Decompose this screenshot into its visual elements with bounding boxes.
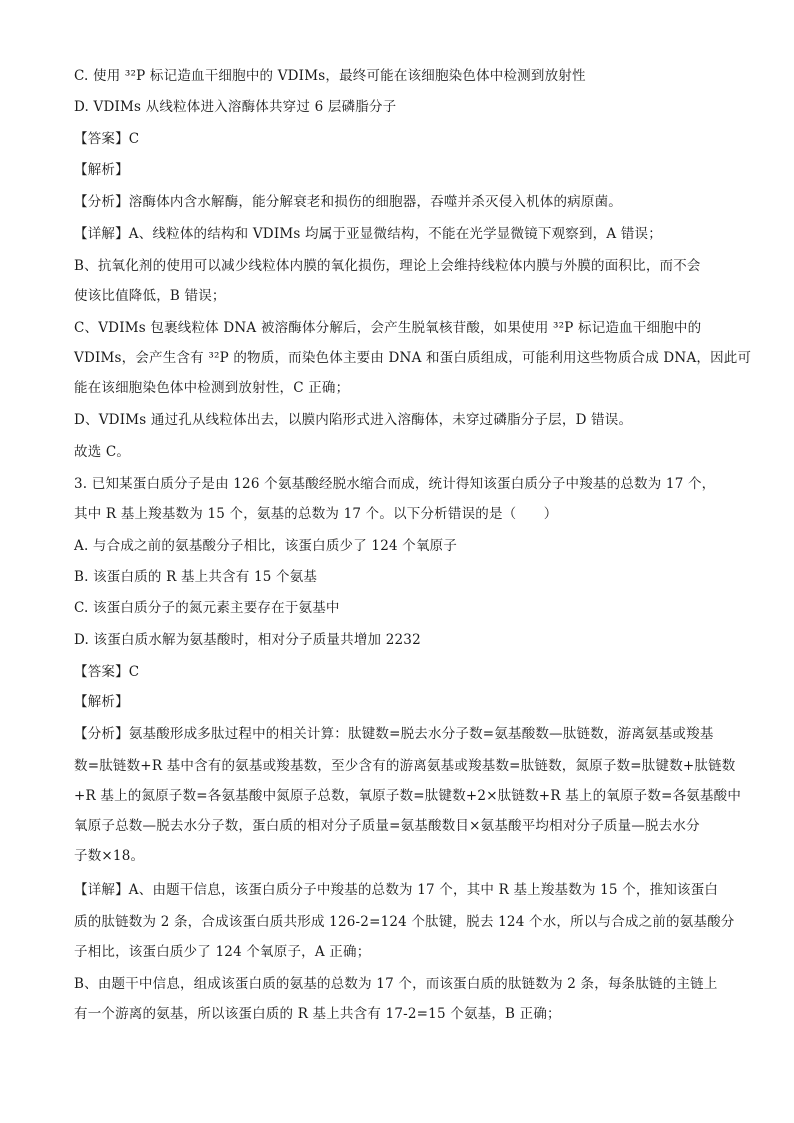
- question-3-line1: 3. 已知某蛋白质分子是由 126 个氨基酸经脱水缩合而成，统计得知该蛋白质分子中羧基的总数为 17 个，: [74, 476, 716, 492]
- q3-analysis-line3: +R 基上的氮原子数=各氨基酸中氮原子总数，氧原子数=肽键数+2×肽链数+R 基上的氧原子数=各氨基酸中: [74, 788, 742, 804]
- q3-option-b: B. 该蛋白质的 R 基上共含有 15 个氨基: [74, 569, 318, 585]
- q3-analysis-line5: 子数×18。: [74, 848, 145, 864]
- q3-option-d: D. 该蛋白质水解为氨基酸时，相对分子质量共增加 2232: [74, 632, 421, 648]
- detail-b-line2: 使该比值降低，B 错误；: [74, 288, 226, 304]
- option-c: C. 使用 ³²P 标记造血干细胞中的 VDIMs，最终可能在该细胞染色体中检测到放射性: [74, 68, 586, 84]
- q3-detail-a-line1: 【详解】A、由题干信息，该蛋白质分子中羧基的总数为 17 个，其中 R 基上羧基数为 15 个，推知该蛋白: [74, 882, 719, 898]
- q3-analysis-label: 【解析】: [74, 694, 129, 710]
- q3-option-a: A. 与合成之前的氨基酸分子相比，该蛋白质少了 124 个氧原子: [74, 538, 458, 554]
- answer-label: 【答案】C: [74, 131, 140, 147]
- q3-analysis-line2: 数=肽链数+R 基中含有的氨基或羧基数，至少含有的游离氨基或羧基数=肽链数，氮原子数=肽键数+肽链数: [74, 758, 736, 774]
- detail-c-line2: VDIMs，会产生含有 ³²P 的物质，而染色体主要由 DNA 和蛋白质组成，可能利用这些物质合成 DNA，因此可: [74, 350, 752, 366]
- q3-detail-b-line1: B、由题干中信息，组成该蛋白质的氨基的总数为 17 个，而该蛋白质的肽链数为 2 条，每条肽链的主链上: [74, 976, 718, 992]
- analysis-text: 【分析】溶酶体内含水解酶，能分解衰老和损伤的细胞器，吞噬并杀灭侵入机体的病原菌。: [74, 194, 622, 210]
- detail-c-line1: C、VDIMs 包裹线粒体 DNA 被溶酶体分解后，会产生脱氧核苷酸，如果使用 ³²P 标记造血干细胞中的: [74, 320, 702, 336]
- q3-option-c: C. 该蛋白质分子的氮元素主要存在于氨基中: [74, 600, 340, 616]
- option-d: D. VDIMs 从线粒体进入溶酶体共穿过 6 层磷脂分子: [74, 99, 397, 115]
- choice-summary: 故选 C。: [74, 444, 131, 460]
- q3-detail-a-line3: 子相比，该蛋白质少了 124 个氧原子，A 正确；: [74, 944, 371, 960]
- detail-a: 【详解】A、线粒体的结构和 VDIMs 均属于亚显微结构，不能在光学显微镜下观察到，A 错误；: [74, 226, 662, 242]
- q3-detail-b-line2: 有一个游离的氨基，所以该蛋白质的 R 基上共含有 17-2=15 个氨基，B 正确；: [74, 1006, 561, 1022]
- detail-c-line3: 能在该细胞染色体中检测到放射性，C 正确；: [74, 380, 350, 396]
- question-3-line2: 其中 R 基上羧基数为 15 个，氨基的总数为 17 个。以下分析错误的是（ ）: [74, 506, 558, 522]
- q3-detail-a-line2: 质的肽链数为 2 条，合成该蛋白质共形成 126-2=124 个肽键，脱去 124 个水，所以与合成之前的氨基酸分: [74, 914, 735, 930]
- q3-answer-label: 【答案】C: [74, 664, 140, 680]
- detail-d: D、VDIMs 通过孔从线粒体出去，以膜内陷形式进入溶酶体，未穿过磷脂分子层，D 错误。: [74, 412, 633, 428]
- q3-analysis-line4: 氧原子总数—脱去水分子数，蛋白质的相对分子质量=氨基酸数目×氨基酸平均相对分子质量—脱去水分: [74, 818, 700, 834]
- q3-analysis-line1: 【分析】氨基酸形成多肽过程中的相关计算：肽键数=脱去水分子数=氨基酸数—肽链数，游离氨基或羧基: [74, 726, 714, 742]
- analysis-label: 【解析】: [74, 162, 129, 178]
- detail-b-line1: B、抗氧化剂的使用可以减少线粒体内膜的氧化损伤，理论上会维持线粒体内膜与外膜的面积比，而不会: [74, 258, 701, 274]
